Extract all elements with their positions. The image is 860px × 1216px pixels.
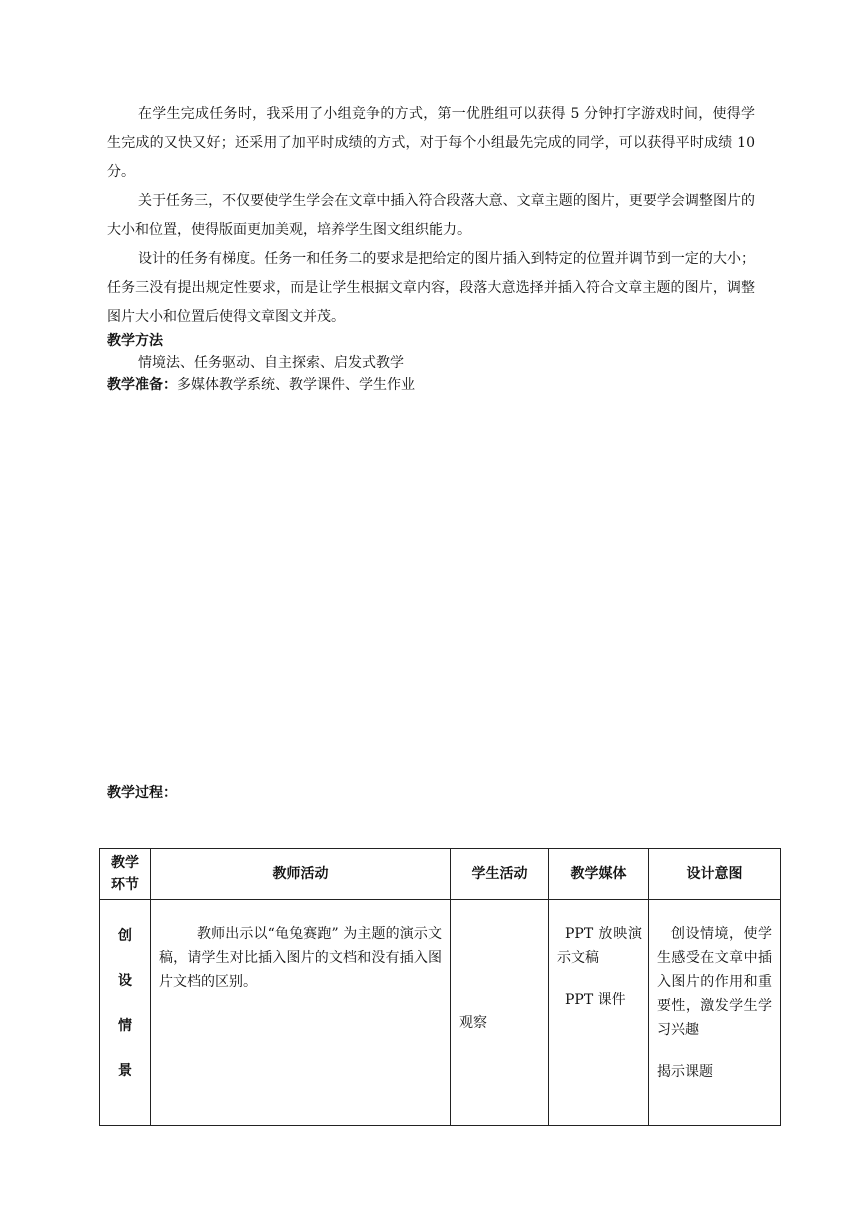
media-text-2: PPT 课件 bbox=[565, 992, 626, 1008]
stage-cell bbox=[100, 900, 151, 1126]
teacher-activity-cell bbox=[151, 900, 451, 1126]
header-stage bbox=[100, 849, 151, 900]
design-intent-cell bbox=[649, 900, 781, 1126]
student-activity-text: 观察 bbox=[459, 1014, 487, 1031]
stage-char: 景 bbox=[118, 1063, 132, 1079]
paragraph-task-gradient: 设计的任务有梯度。任务一和任务二的要求是把给定的图片插入到特定的位置并调节到一定的大小；任务三没有提出规定性要求，而是让学生根据文章内容，段落大意选择并插入符合文章主题的图片，调整图片大小和位置后使得文章图文并茂。 bbox=[107, 251, 755, 325]
table-row bbox=[100, 900, 781, 1126]
intent-text-2: 揭示课题 bbox=[657, 1064, 713, 1080]
student-activity-cell bbox=[451, 900, 549, 1126]
intent-text-1: 创设情境，使学生感受在文章中插入图片的作用和重要性，激发学生学习兴趣 bbox=[657, 926, 772, 1038]
header-teacher-activity: 教师活动 bbox=[151, 849, 451, 900]
stage-char: 创 bbox=[118, 928, 132, 944]
teacher-activity-text: 教师出示以“龟兔赛跑” 为主题的演示文稿，请学生对比插入图片的文档和没有插入图片文档的区别。 bbox=[159, 926, 442, 990]
teaching-media-cell bbox=[549, 900, 649, 1126]
header-design-intent: 设计意图 bbox=[649, 849, 781, 900]
teaching-preparation bbox=[107, 374, 415, 396]
paragraph-task-three: 关于任务三，不仅要使学生学会在文章中插入符合段落大意、文章主题的图片，更要学会调整图片的大小和位置，使得版面更加美观，培养学生图文组织能力。 bbox=[107, 193, 755, 238]
header-teaching-media: 教学媒体 bbox=[549, 849, 649, 900]
table-header-row bbox=[100, 849, 781, 900]
teaching-method-text: 情境法、任务驱动、自主探索、启发式教学 bbox=[138, 355, 404, 371]
paragraph-group-competition: 在学生完成任务时，我采用了小组竞争的方式，第一优胜组可以获得 5 分钟打字游戏时间，使得学生完成的又快又好；还采用了加平时成绩的方式，对于每个小组最先完成的同学，可以获得平时成绩 10 分。 bbox=[107, 106, 755, 180]
media-text-1: PPT 放映演示文稿 bbox=[557, 926, 642, 966]
stage-char: 设 bbox=[118, 973, 132, 989]
teaching-preparation-text: 多媒体教学系统、教学课件、学生作业 bbox=[177, 377, 415, 393]
teaching-method-heading: 教学方法 bbox=[107, 333, 163, 349]
teaching-preparation-label: 教学准备： bbox=[107, 377, 177, 393]
teaching-process-table bbox=[99, 848, 781, 1126]
header-stage-line2: 环节 bbox=[111, 877, 139, 893]
teaching-process-heading: 教学过程： bbox=[107, 785, 177, 801]
stage-char: 情 bbox=[118, 1018, 132, 1034]
header-stage-line1: 教学 bbox=[111, 855, 139, 871]
header-student-activity: 学生活动 bbox=[451, 849, 549, 900]
